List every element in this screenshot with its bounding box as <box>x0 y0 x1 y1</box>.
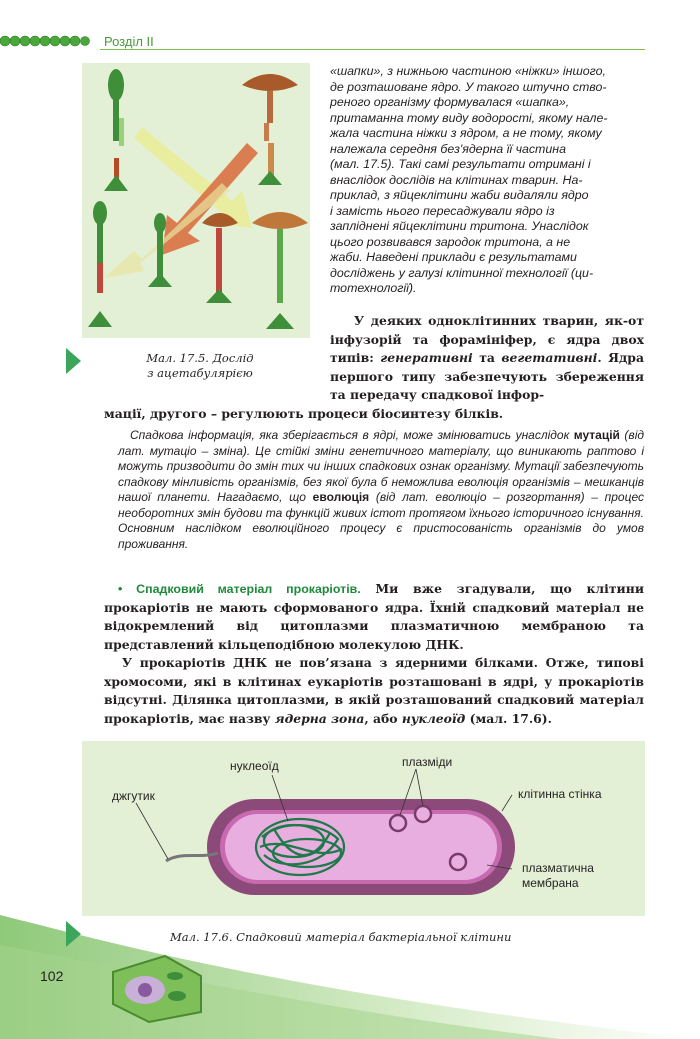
label-nucleoid: нуклеоїд <box>230 759 279 773</box>
header-rule <box>100 49 645 50</box>
italic-text-column: «шапки», з нижньою частиною «ніжки» іншого, де розташоване ядро. У такого штучно ство- реного організму формувалася «шапка», притаманна тому виду водорості, якому нале- жала частина ніжки з ядром, а не тому, якому належала середня без'ядерна її частина (мал. 17.5). Такі самі результати отримані і внаслідок дослідів на клітинах тварин. На- приклад, з яйцеклітини жаби видаляли ядро і замість нього пересаджували ядро із запліднені яйцеклітини тритона. Унаслідок цього розвивався зародок тритона, а не жаби. Наведені приклади є результатами досліджень у галузі клітинної технології (ци- тотехнології). <box>330 64 608 295</box>
paragraph-prokaryote-material: • Спадковий матеріал прокаріотів. Ми вже згадували, що клітини прокаріотів не мають сформованого ядра. Їхній спадковий матеріал не відокремлений від цитоплазми плазматичною мембраною та представлений кільцеподібною молекулою ДНК. <box>104 581 645 652</box>
label-flagellum: джгутик <box>112 789 155 803</box>
paragraph-ciliates-end: мації, другого – регулюють процеси біосинтезу білків. <box>104 406 504 421</box>
paragraph-ciliates: У деяких одноклітинних тварин, як-от інфузорій та форамініфер, є ядра двох типів: генеративні та вегетативні. Ядра першого типу забезпечують збереження та передачу спадкової інфор- <box>330 313 644 402</box>
section-title: Розділ II <box>104 34 154 49</box>
figure-marker-icon <box>66 921 81 947</box>
label-cell-wall: клітинна стінка <box>518 787 602 801</box>
header-beads-decoration <box>0 30 92 52</box>
label-plasmids: плазміди <box>402 755 453 769</box>
figure-marker-icon <box>66 348 81 374</box>
figure-17-5-caption: Мал. 17.5. Дослід з ацетабулярією <box>146 351 254 380</box>
figure-bacterial-cell <box>82 741 645 916</box>
figure-acetabularia <box>82 63 310 338</box>
paragraph-nucleoid: У прокаріотів ДНК не пов’язана з ядерними білками. Отже, типові хромосоми, які в клітинах еукаріотів розташовані в ядрі, у прокаріотів відсутні. Ділянка цитоплазми, в якій розташований спадковий матеріал прокаріотів, має назву ядерна зона, або нуклеоїд (мал. 17.6). <box>104 655 644 726</box>
note-mutations: Спадкова інформація, яка зберігається в ядрі, може змінюватись унаслідок мутацій (від лат. мутаціо – зміна). Це стійкі зміни генетичного матеріалу, що виникають раптово і можуть призводити до змін тих чи інших спадкових ознак організму. Мутації забезпечують спадкову мінливість організмів, без якої була б неможлива еволюція організмів – мешканців нашої планети. Нагадаємо, що еволюція (від лат. еволюціо – розгортання) – процес необоротних змін будови та функцій живих істот протягом їхнього історичного існування. Основним наслідком еволюційного процесу є пристосованість організмів до умов проживання. <box>118 428 644 551</box>
figure-17-6-caption: Мал. 17.6. Спадковий матеріал бактеріальної клітини <box>170 930 512 944</box>
page-number: 102 <box>40 968 64 984</box>
label-plasma-membrane: плазматична мембрана <box>522 861 594 890</box>
plant-cell-illustration <box>105 952 205 1024</box>
